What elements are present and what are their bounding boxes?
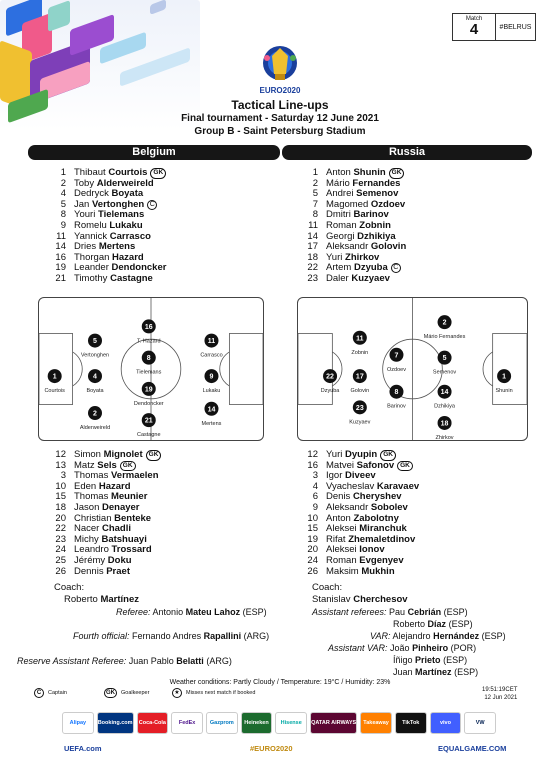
pitch-player-marker — [424, 315, 466, 340]
assistant-referee-2-row: Roberto Díaz (ESP) — [393, 619, 473, 629]
player-name: Yannick Carrasco — [74, 230, 151, 242]
pitch-player-marker — [134, 382, 164, 407]
player-number: 6 — [312, 491, 318, 503]
sponsor-fedex: FedEx — [171, 712, 203, 734]
sponsor-heineken: Heineken — [241, 712, 273, 734]
player-name: Magomed Ozdoev — [326, 198, 406, 210]
pitch-player-marker — [436, 416, 454, 441]
player-name: Youri Tielemans — [74, 209, 145, 221]
player-name: Thorgan Hazard — [74, 251, 144, 263]
player-number: 19 — [307, 533, 318, 545]
player-number: 12 — [307, 449, 318, 460]
player-number: 2 — [60, 177, 66, 189]
player-number: 16 — [307, 459, 318, 471]
player-name: Artem Dzyuba — [326, 262, 388, 274]
brand-text: EURO2020 — [259, 86, 301, 95]
player-name: Roman Evgenyev — [326, 554, 404, 566]
player-name: Thibaut Courtois — [74, 167, 148, 178]
pitch-player-number: 22 — [326, 373, 334, 381]
player-name: Christian Benteke — [74, 512, 152, 524]
pitch-player-label: Ozdoev — [386, 366, 406, 373]
sponsor-strip — [62, 712, 496, 734]
player-number: 2 — [312, 177, 318, 189]
pitch-player-number: 2 — [93, 410, 97, 418]
pitch-player-number: 1 — [52, 373, 57, 381]
home-subs-list — [48, 450, 161, 577]
goalkeeper-icon: GK — [389, 168, 405, 179]
pitch-player-label: Boyata — [86, 388, 104, 395]
equalgame-link[interactable]: EQUALGAME.COM — [438, 744, 507, 753]
pitch-player-marker — [496, 369, 513, 394]
player-name: Dries Mertens — [74, 241, 136, 253]
player-row — [300, 556, 419, 567]
pitch-player-number: 2 — [442, 319, 447, 327]
match-number: 4 — [469, 21, 479, 38]
player-number: 3 — [312, 470, 318, 482]
player-name: Aleksei Ionov — [326, 544, 385, 556]
player-number: 9 — [60, 219, 66, 231]
pitch-player-number: 14 — [440, 389, 449, 397]
pitch-player-marker — [434, 385, 456, 410]
home-coach-name: Roberto Martínez — [64, 594, 139, 605]
player-number: 21 — [55, 272, 66, 284]
weather-conditions: Weather conditions: Partly Cloudy / Temperature: 19°C / Humidity: 23% — [169, 679, 391, 686]
player-name: Georgi Dzhikiya — [326, 230, 396, 242]
player-number: 3 — [60, 470, 66, 482]
pitch-player-label: Zobnin — [351, 349, 369, 356]
pitch-player-number: 8 — [146, 355, 151, 363]
player-number: 24 — [55, 544, 66, 556]
player-name: Yuri Dyupin — [326, 449, 378, 460]
player-number: 25 — [55, 554, 66, 566]
pitch-player-label: Barinov — [387, 403, 406, 410]
sponsor-gazprom: Gazprom — [206, 712, 238, 734]
player-number: 22 — [307, 262, 318, 274]
pitch-player-number: 5 — [93, 338, 97, 346]
player-name: Thomas Meunier — [74, 491, 148, 503]
player-name: Romelu Lukaku — [74, 219, 143, 231]
pitch-player-number: 14 — [207, 406, 216, 414]
player-name: Timothy Castagne — [74, 272, 153, 284]
match-number-box — [452, 13, 496, 41]
sponsor-takeaway: Takeaway — [360, 712, 392, 734]
pitch-player-label: Dendoncker — [133, 400, 164, 407]
player-row — [48, 274, 166, 285]
player-name: Vyacheslav Karavaev — [326, 480, 420, 492]
player-number: 18 — [55, 501, 66, 513]
player-number: 4 — [312, 480, 318, 492]
player-number: 18 — [307, 251, 318, 263]
goalkeeper-icon: GK — [380, 450, 396, 461]
player-name: Toby Alderweireld — [74, 177, 154, 189]
pitch-player-number: 23 — [355, 404, 364, 412]
pitch-player-number: 4 — [93, 373, 97, 381]
away-starters-list — [300, 168, 406, 285]
euro2020-hashtag: #EURO2020 — [250, 744, 293, 753]
pitch-player-label: Golovin — [350, 388, 370, 395]
title-block — [80, 98, 480, 137]
player-number: 19 — [55, 262, 66, 274]
pitch-player-marker — [86, 369, 104, 394]
home-coach-label: Coach: — [54, 582, 85, 593]
home-starters-list — [48, 168, 166, 285]
referee-row: Referee: Antonio Mateu Lahoz (ESP) — [116, 607, 267, 617]
assistant-var-2-row: Íñigo Prieto (ESP) — [393, 655, 468, 665]
pitch-player-label: Semenov — [432, 369, 457, 376]
player-name: Aleksandr Sobolev — [326, 501, 408, 513]
captain-icon: C — [391, 263, 401, 273]
player-number: 17 — [307, 241, 318, 253]
star-icon: ★ — [172, 688, 182, 698]
player-name: Matz Sels — [74, 459, 117, 471]
team-header-home: Belgium — [28, 145, 280, 160]
legend-captain: C Captain — [34, 688, 67, 698]
pitch-player-label: Vertonghen — [80, 352, 110, 359]
reserve-assistant-row: Reserve Assistant Referee: Juan Pablo Belatti (ARG) — [17, 656, 232, 666]
player-name: Simon Mignolet — [74, 449, 143, 460]
captain-icon: C — [34, 688, 44, 698]
player-number: 7 — [312, 198, 318, 210]
player-name: Dmitri Barinov — [326, 209, 389, 221]
player-name: Aleksei Miranchuk — [326, 523, 407, 535]
player-name: Dedryck Boyata — [74, 188, 144, 200]
sponsor-hisense: Hisense — [275, 712, 307, 734]
page-title: Tactical Line-ups — [231, 98, 329, 112]
player-name: Nacer Chadli — [74, 523, 132, 535]
player-number: 23 — [55, 533, 66, 545]
player-number: 26 — [307, 565, 318, 577]
player-name: Yuri Zhirkov — [326, 251, 380, 263]
player-name: Matvei Safonov — [326, 459, 395, 471]
player-name: Maksim Mukhin — [326, 565, 395, 577]
player-name: Rifat Zhemaletdinov — [326, 533, 416, 545]
pitch-player-marker — [349, 400, 370, 425]
player-name: Jason Denayer — [74, 501, 140, 513]
sponsor-vivo: vivo — [430, 712, 462, 734]
pitch-player-label: Mertens — [201, 420, 222, 427]
pitch-player-number: 21 — [144, 417, 153, 425]
player-name: Jan Vertonghen — [74, 198, 145, 210]
player-number: 26 — [55, 565, 66, 577]
player-number: 4 — [60, 188, 66, 200]
player-name: Jérémy Doku — [74, 554, 132, 566]
pitch-player-number: 9 — [209, 373, 214, 381]
assistant-var-3-row: Juan Martínez (ESP) — [393, 667, 479, 677]
player-name: Igor Diveev — [326, 470, 376, 482]
player-name: Michy Batshuayi — [74, 533, 147, 545]
pitch-player-number: 19 — [144, 386, 153, 394]
player-number: 16 — [55, 251, 66, 263]
pitch-player-number: 8 — [394, 389, 399, 397]
player-number: 12 — [55, 449, 66, 460]
pitch-player-label: T. Hazard — [136, 338, 161, 345]
legend-goalkeeper: GK Goalkeeper — [106, 690, 150, 696]
player-row — [48, 567, 161, 578]
pitch-player-label: Castagne — [136, 432, 161, 439]
pitch-player-label: Tielemans — [136, 369, 162, 376]
sponsor-vw: VW — [464, 712, 496, 734]
player-number: 15 — [307, 523, 318, 535]
goalkeeper-icon: GK — [120, 461, 136, 472]
pitch-player-label: Zhirkov — [435, 434, 454, 441]
player-number: 8 — [60, 209, 66, 221]
player-name: Denis Cheryshev — [326, 491, 402, 503]
player-number: 10 — [307, 512, 318, 524]
pitch-player-marker — [202, 402, 222, 427]
pitch-player-number: 7 — [394, 352, 399, 360]
pitch-player-marker — [137, 413, 161, 438]
sponsor-booking: Booking.com — [97, 712, 134, 734]
assistant-var-1-row: Assistant VAR: João Pinheiro (POR) — [328, 643, 477, 653]
captain-icon: C — [147, 200, 157, 210]
player-name: Anton Shunin — [326, 167, 386, 178]
pitch-player-marker — [80, 406, 110, 431]
player-number: 22 — [55, 523, 66, 535]
player-number: 5 — [312, 188, 318, 200]
player-number: 1 — [60, 167, 66, 178]
pitch-player-label: Dzhikiya — [434, 403, 455, 410]
pitch-player-label: Lukaku — [202, 388, 221, 395]
pitch-player-number: 18 — [440, 420, 449, 428]
player-number: 11 — [56, 230, 66, 242]
player-name: Anton Zabolotny — [326, 512, 399, 524]
pitch-player-number: 17 — [355, 373, 364, 381]
goalkeeper-icon: GK — [397, 461, 413, 472]
pitch-player-number: 1 — [502, 373, 507, 381]
player-number: 9 — [312, 501, 318, 513]
player-name: Aleksandr Golovin — [326, 241, 407, 253]
match-code: #BELRUS — [496, 13, 536, 41]
pitch-player-number: 11 — [356, 335, 364, 343]
goalkeeper-icon: GK — [150, 168, 166, 179]
away-subs-list — [300, 450, 419, 577]
pitch-player-marker — [81, 334, 109, 359]
goalkeeper-icon: GK — [106, 690, 115, 696]
pitch-player-label: Kuzyaev — [349, 419, 371, 426]
player-row — [300, 274, 406, 285]
home-formation-pitch — [38, 297, 264, 441]
player-name: Dennis Praet — [74, 565, 130, 577]
pitch-player-marker — [136, 351, 161, 376]
player-name: Thomas Vermaelen — [74, 470, 159, 482]
assistant-referee-1-row: Assistant referees: Pau Cebrián (ESP) — [312, 607, 468, 617]
player-name: Daler Kuzyaev — [326, 272, 390, 284]
player-number: 14 — [307, 230, 318, 242]
sponsor-tiktok: TikTok — [395, 712, 427, 734]
player-row — [300, 567, 419, 578]
match-label: Match — [465, 16, 483, 22]
player-name: Leandro Trossard — [74, 544, 152, 556]
player-number: 20 — [55, 512, 66, 524]
player-name: Andrei Semenov — [326, 188, 399, 200]
var-row: VAR: Alejandro Hernández (ESP) — [370, 631, 506, 641]
pitch-player-number: 5 — [442, 355, 447, 363]
pitch-player-marker — [387, 348, 406, 373]
player-name: Roman Zobnin — [326, 219, 391, 231]
player-name: Mário Fernandes — [326, 177, 401, 189]
pitch-player-number: 11 — [207, 338, 216, 346]
player-number: 5 — [60, 198, 66, 210]
sponsor-qatar: QATAR AIRWAYS — [310, 712, 357, 734]
pitch-player-marker — [200, 334, 222, 359]
uefa-link[interactable]: UEFA.com — [64, 744, 102, 753]
player-number: 13 — [55, 459, 66, 471]
team-header-away: Russia — [282, 145, 532, 160]
page-subtitle: Final tournament - Saturday 12 June 2021 — [181, 113, 379, 124]
pitch-player-label: Alderweireld — [79, 425, 111, 432]
player-number: 1 — [312, 167, 318, 178]
player-number: 15 — [55, 491, 66, 503]
pitch-player-label: Carrasco — [200, 352, 223, 359]
player-name: Leander Dendoncker — [74, 262, 167, 274]
pitch-player-marker — [351, 369, 370, 394]
pitch-player-marker — [203, 369, 221, 394]
sponsor-cocacola: Coca-Cola — [137, 712, 169, 734]
player-number: 11 — [308, 219, 318, 231]
goalkeeper-icon: GK — [146, 450, 162, 461]
away-coach-label: Coach: — [312, 582, 343, 593]
player-row — [48, 556, 161, 567]
venue: Group B - Saint Petersburg Stadium — [194, 126, 366, 137]
euro2020-logo — [259, 44, 301, 92]
pitch-player-marker — [44, 369, 65, 394]
fourth-official-row: Fourth official: Fernando Andres Rapallini (ARG) — [73, 631, 270, 641]
pitch-lines — [298, 298, 527, 440]
pitch-player-marker — [137, 319, 161, 344]
sponsor-alipay: Alipay — [62, 712, 94, 734]
pitch-player-marker — [351, 331, 368, 356]
away-coach-name: Stanislav Cherchesov — [312, 594, 408, 605]
pitch-player-marker — [433, 351, 456, 376]
pitch-player-label: Dzyuba — [320, 388, 340, 395]
player-name: Eden Hazard — [74, 480, 131, 492]
pitch-lines — [39, 298, 263, 440]
timestamp: 19:51:19CET 12 Jun 2021 — [482, 687, 518, 701]
pitch-player-number: 16 — [144, 323, 153, 331]
player-number: 10 — [55, 480, 66, 492]
player-number: 24 — [307, 554, 318, 566]
legend-missed: ★ Misses next match if booked — [172, 688, 255, 698]
away-formation-pitch — [297, 297, 528, 441]
player-number: 23 — [307, 272, 318, 284]
player-number: 8 — [312, 209, 318, 221]
player-number: 14 — [55, 241, 66, 253]
pitch-player-label: Mário Fernandes — [423, 334, 466, 341]
pitch-player-label: Shunin — [495, 388, 513, 395]
player-number: 20 — [307, 544, 318, 556]
pitch-player-label: Courtois — [44, 388, 65, 395]
